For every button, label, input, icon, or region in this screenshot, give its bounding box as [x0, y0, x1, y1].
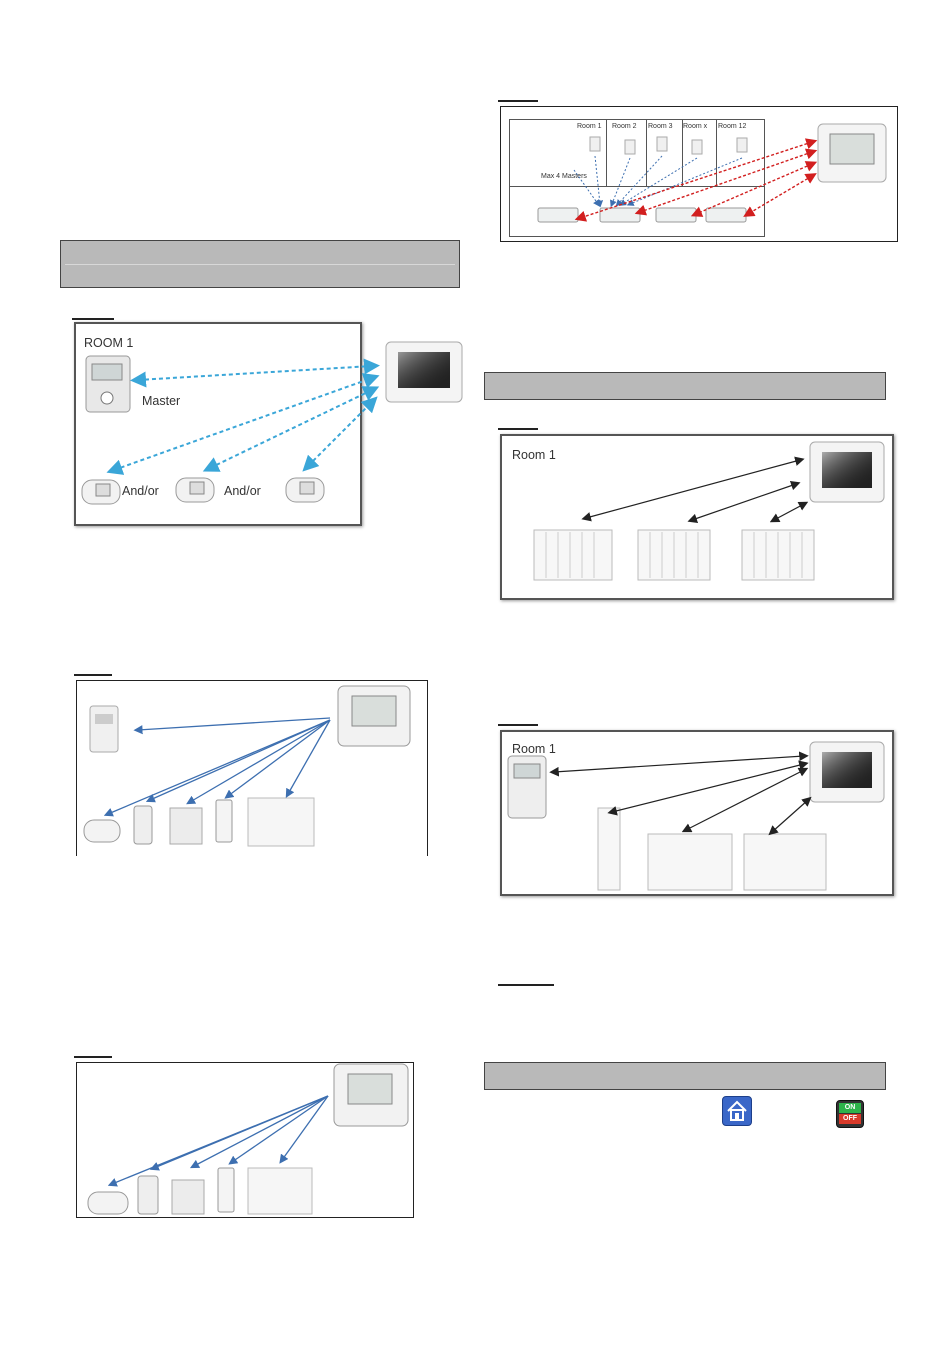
on-off-icon[interactable] [836, 1100, 864, 1128]
figure-label-underline [498, 984, 554, 986]
room-label: ROOM 1 [84, 336, 134, 350]
off-label: OFF [839, 1114, 861, 1124]
room-thermostat-icon [508, 756, 546, 818]
room-label: Room 1 [512, 742, 556, 756]
home-icon[interactable] [722, 1096, 752, 1126]
radiator-icon [598, 808, 826, 890]
room-label: Room 1 [577, 123, 602, 130]
andor-label-2: And/or [224, 484, 261, 498]
on-label: ON [839, 1103, 861, 1113]
room-label: Room x [683, 123, 708, 130]
home-icon-glyph [723, 1097, 751, 1125]
room-label: Room 1 [512, 448, 556, 462]
room-label: Room 2 [612, 123, 637, 130]
section-header-bar [484, 1062, 886, 1090]
touchscreen-controller-icon [810, 742, 884, 802]
master-label: Master [142, 394, 181, 408]
andor-label-1: And/or [122, 484, 159, 498]
masters-note: Max 4 Masters [541, 173, 587, 180]
room-label: Room 12 [718, 123, 747, 130]
room-label: Room 3 [648, 123, 673, 130]
